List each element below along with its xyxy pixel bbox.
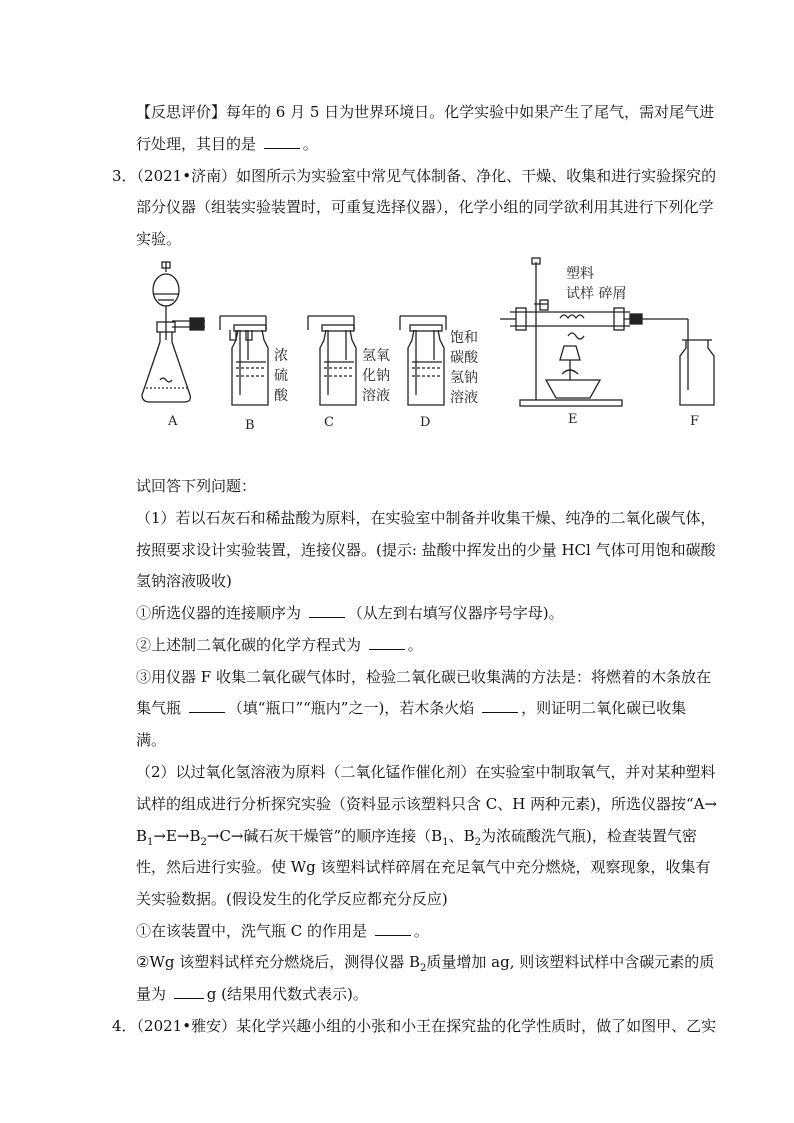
part-2-line-2: 试样的组成进行分析探究实验（资料显示该塑料只含 C、H 两种元素)，所选仪器按“A→ <box>136 795 718 813</box>
answer-blank-carbon-mass[interactable] <box>174 984 204 999</box>
answer-blank-connection-order[interactable] <box>309 603 345 618</box>
part-1-line-2: 按照要求设计实验装置，连接仪器。(提示: 盐酸中挥发出的少量 HCl 气体可用饱和碳酸 <box>136 541 716 559</box>
part-2-line-3: $B_1\to E\to B_2\to C\to$碱石灰干燥管”的顺序连接（$B_1$、$B_2$为浓硫酸洗气瓶)，检查装置气密 <box>136 827 697 848</box>
apparatus-b <box>220 316 268 405</box>
apparatus-label-b: B <box>245 418 255 433</box>
part-1-intro: （1）若以石灰石和稀盐酸为原料，在实验室中制备并收集干燥、纯净的二氧化碳气体， <box>136 509 716 527</box>
part-2-q2-line-2: 量为 g (结果用代数式表示)。 <box>136 985 368 1003</box>
apparatus-label-d: D <box>420 415 431 430</box>
reflection-line: 【反思评价】每年的 6 月 5 日为世界环境日。化学实验中如果产生了尾气，需对尾气进 <box>136 103 715 121</box>
label-concentrated-sulfuric-acid: 浓 硫 酸 <box>274 348 288 404</box>
answer-blank-flame[interactable] <box>482 698 518 713</box>
part-2-intro: （2）以过氧化氢溶液为原料（二氧化锰作催化剂）在实验室中制取氧气，并对某种塑料 <box>136 763 716 781</box>
reflection-line-2: 行处理，其目的是 。 <box>136 135 318 153</box>
part-2-line-5: 关实验数据。(假设发生的化学反应都充分反应) <box>136 890 448 908</box>
question-3-line-2: 部分仪器（组装实验装置时，可重复选择仪器），化学小组的同学欲利用其进行下列化学 <box>136 198 714 216</box>
part-1-q3: ③用仪器 F 收集二氧化碳气体时，检验二氧化碳已收集满的方法是：将燃着的木条放在 <box>136 668 711 686</box>
apparatus-f <box>670 319 714 405</box>
apparatus-a <box>142 262 205 402</box>
apparatus-label-a: A <box>168 414 178 429</box>
part-1-line-3: 氢钠溶液吸收) <box>136 572 232 590</box>
part-1-q1: ①所选仪器的连接顺序为 （从左到右填写仪器序号字母)。 <box>136 604 564 622</box>
instruction-line: 试回答下列问题： <box>136 477 257 495</box>
answer-blank-equation[interactable] <box>369 635 405 650</box>
apparatus-d <box>400 316 446 405</box>
part-2-q1: ①在该装置中，洗气瓶 C 的作用是 。 <box>136 922 429 940</box>
label-plastic-sample-chips: 塑料 试样 碎屑 <box>566 266 627 302</box>
apparatus-c <box>308 316 356 405</box>
part-1-q3-line-2: 集气瓶 （填“瓶口”“瓶内”之一)，若木条火焰 ，则证明二氧化碳已收集 <box>136 699 687 717</box>
answer-blank-bottle-c-role[interactable] <box>375 921 411 936</box>
question-3-intro: 3．（2021•济南）如图所示为实验室中常见气体制备、净化、干燥、收集和进行实验探究的 <box>112 167 717 185</box>
part-2-line-4: 性，然后进行实验。使 Wg 该塑料试样碎屑在充足氧气中充分燃烧，观察现象，收集有 <box>136 858 711 876</box>
part-1-q3-line-3: 满。 <box>136 731 167 749</box>
apparatus-label-c: C <box>324 415 334 430</box>
apparatus-label-f: F <box>690 414 700 429</box>
part-1-q2: ②上述制二氧化碳的化学方程式为 。 <box>136 636 423 654</box>
part-2-q2: ②Wg 该塑料试样充分燃烧后，测得仪器 $B_2$质量增加 ag, 则该塑料试样中含碳元素的质 <box>136 953 715 974</box>
question-3-line-3: 实验。 <box>136 230 182 248</box>
label-sodium-hydroxide-solution: 氢氧 化钠 溶液 <box>362 348 390 404</box>
question-4-intro: 4．（2021•雅安）某化学兴趣小组的小张和小王在探究盐的化学性质时，做了如图甲、乙实 <box>112 1017 717 1035</box>
apparatus-label-e: E <box>568 412 578 427</box>
answer-blank-position[interactable] <box>189 698 225 713</box>
label-sodium-bicarbonate-solution: 饱和 碳酸 氢钠 溶液 <box>450 330 478 406</box>
